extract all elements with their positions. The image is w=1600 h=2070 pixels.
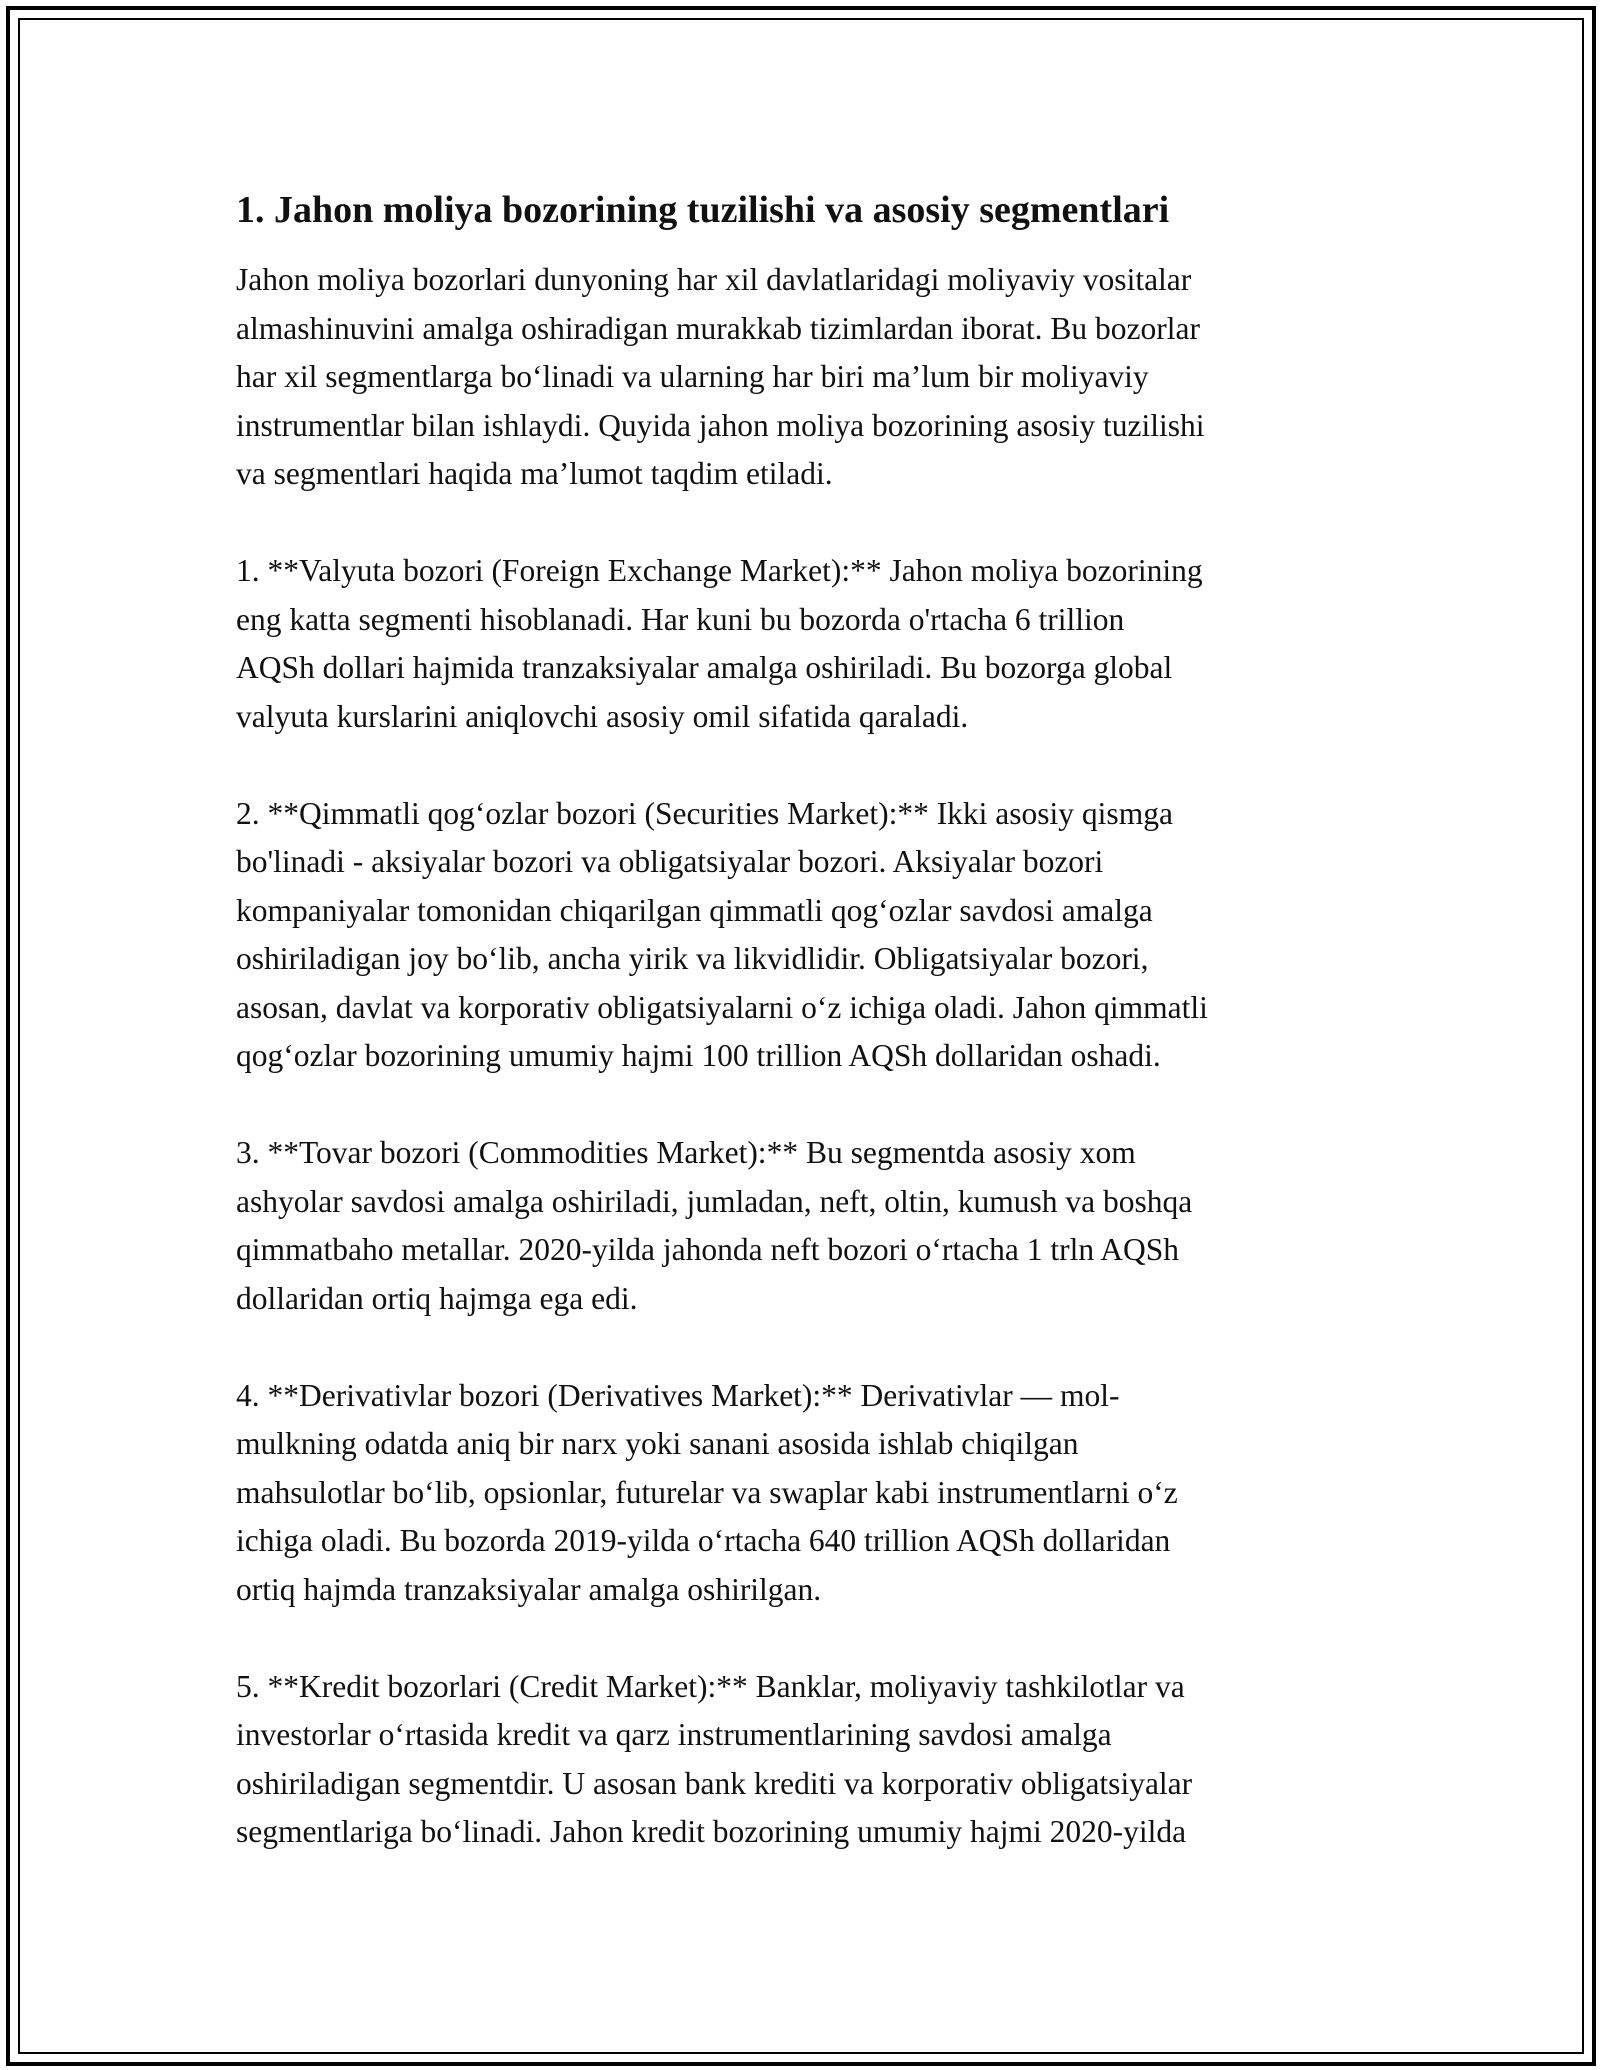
paragraph-credit: 5. **Kredit bozorlari (Credit Market):** Banklar, moliyaviy tashkilotlar va investorlar o‘rtasida kredit va qarz instrumentlarining savdosi amalga oshiriladigan segmentdir. U asosan bank krediti va korporativ obligatsiyalar segmentlariga bo‘linadi. Jahon kredit bozorining umumiy hajmi 2020-yilda (236, 1668, 1193, 1849)
paragraph-commodities: 3. **Tovar bozori (Commodities Market):** Bu segmentda asosiy xom ashyolar savdosi amalga oshiriladi, jumladan, neft, oltin, kumush va boshqa qimmatbaho metallar. 2020-yilda jahonda neft bozori o‘rtacha 1 trln AQSh dollaridan ortiq hajmga ega edi. (236, 1135, 1193, 1316)
document-page (236, 186, 1376, 1905)
paragraph-securities: 2. **Qimmatli qog‘ozlar bozori (Securities Market):** Ikki asosiy qismga bo'linadi - aksiyalar bozori va obligatsiyalar bozori. Aksiyalar bozori kompaniyalar tomonidan chiqarilgan qimmatli qog‘ozlar savdosi amalga oshiriladigan joy bo‘lib, ancha yirik va likvidlidir. Obligatsiyalar bozori, asosan, davlat va korporativ obligatsiyalarni o‘z ichiga oladi. Jahon qimmatli qog‘ozlar bozorining umumiy hajmi 100 trillion AQSh dollaridan oshadi. (236, 795, 1208, 1073)
intro-paragraph: Jahon moliya bozorlari dunyoning har xil davlatlaridagi moliyaviy vositalar almashinuvini amalga oshiradigan murakkab tizimlardan iborat. Bu bozorlar har xil segmentlarga bo‘linadi va ularning har biri ma’lum bir moliyaviy instrumentlar bilan ishlaydi. Quyida jahon moliya bozorining asosiy tuzilishi va segmentlari haqida ma’lumot taqdim etiladi. (236, 262, 1205, 491)
paragraph-derivatives: 4. **Derivativlar bozori (Derivatives Market):** Derivativlar — mol- mulkning odatda aniq bir narx yoki sanani asosida ishlab chiqilgan mahsulotlar bo‘lib, opsionlar, futurelar va swaplar kabi instrumentlarni o‘z ichiga oladi. Bu bozorda 2019-yilda o‘rtacha 640 trillion AQSh dollaridan ortiq hajmda tranzaksiyalar amalga oshirilgan. (236, 1377, 1178, 1607)
paragraph-foreign-exchange: 1. **Valyuta bozori (Foreign Exchange Market):** Jahon moliya bozorining eng katta segmenti hisoblanadi. Har kuni bu bozorda o'rtacha 6 trillion AQSh dollari hajmida tranzaksiyalar amalga oshiriladi. Bu bozorga global valyuta kurslarini aniqlovchi asosiy omil sifatida qaraladi. (236, 553, 1203, 734)
section-heading: 1. Jahon moliya bozorining tuzilishi va asosiy segmentlari (236, 189, 1170, 231)
